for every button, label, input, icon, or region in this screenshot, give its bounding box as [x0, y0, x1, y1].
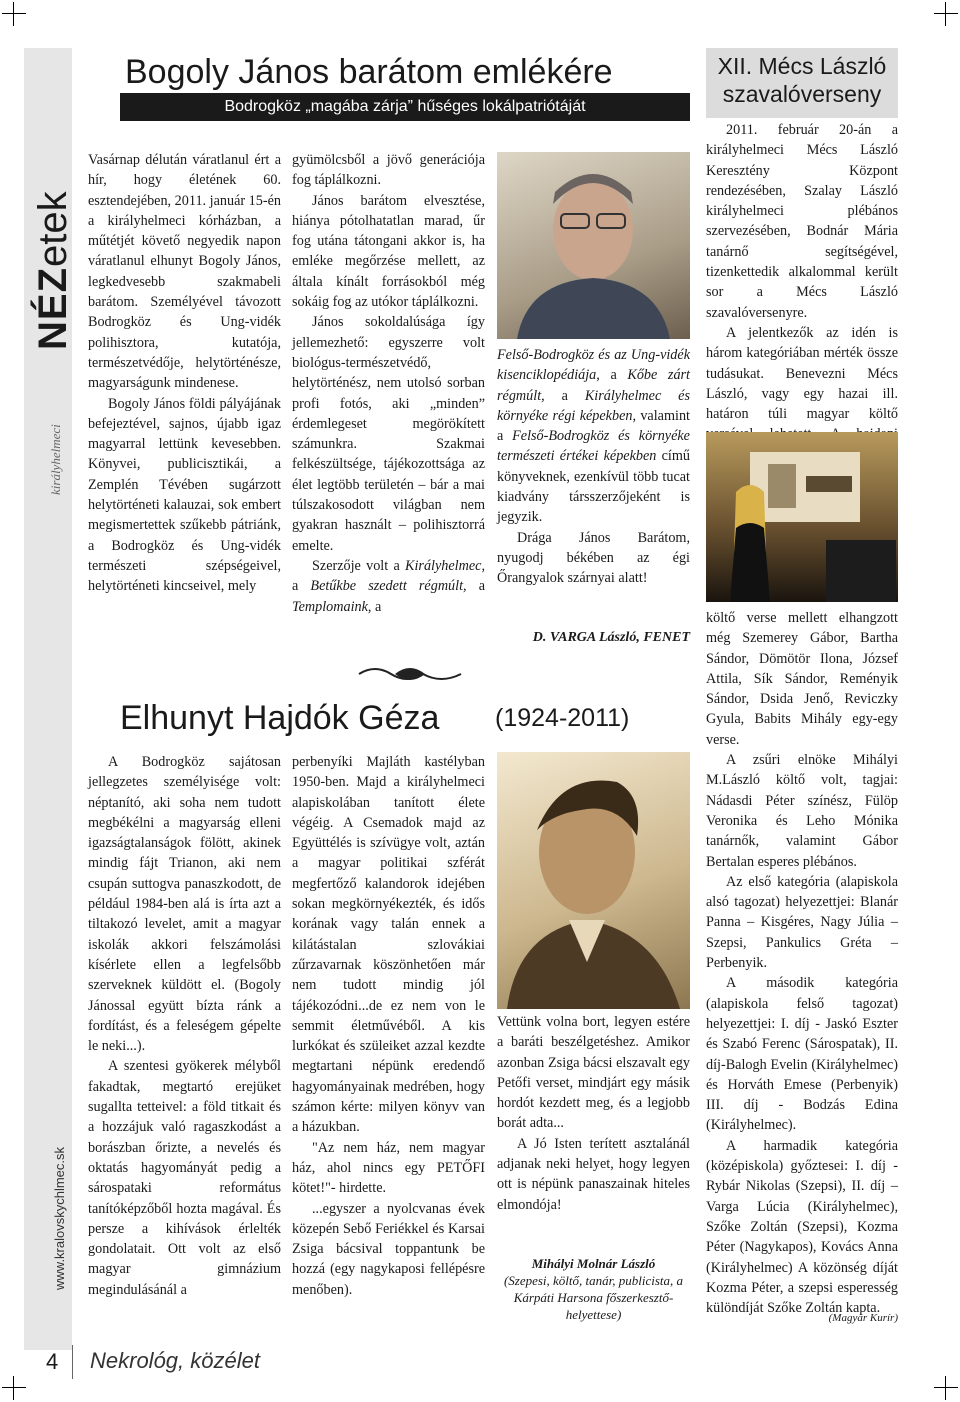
article-title-bogoly: Bogoly János barátom emlékére [125, 53, 613, 91]
crop-mark-top-right [934, 2, 958, 26]
article2-signature: Mihályi Molnár László (Szepesi, költő, tanár, publicista, a Kárpáti Harsona főszerkesztő-helyettese) [503, 1256, 684, 1322]
section-name: Nekrológ, közélet [90, 1348, 260, 1373]
footer-divider [72, 1345, 73, 1379]
article-subtitle-bogoly: Bodrogköz „magába zárja” hűséges lokálpatriótáját [120, 93, 690, 121]
magazine-logo: NÉZetek [31, 191, 75, 350]
article1-column-1: Vasárnap délután váratlanul ért a hír, hogy életének 60. esztendejében, 2011. január 15-én a királyhelmeci kórházban, a műtétjét követő negyedik napon váratlanul elhunyt Bogoly János, legkedvesebb szakmabeli barátom. Személyével távozott Bodrogköz és Ung-vidék polihisztora, kutatója, természetvédője, helytörténésze, magyarságunk mindenese. Bogoly János földi pályájának befejeztével, sajnos, újabb igaz magyarral lettünk kevesebben. Könyvei, publicisztikái, a Zemplén Tévében sugárzott helytörténeti kalauzai, sok embert megismertettek szűkebb pátriánk, a Bodrogköz és Ung-vidék természeti szépségeivel, helytörténeti kincseivel, mely [88, 152, 281, 595]
article-title-hajdok: Elhunyt Hajdók Géza [120, 699, 440, 737]
portrait-photo-bogoly [497, 152, 690, 339]
page-number: 4 [46, 1349, 59, 1374]
article3-text-top: 2011. február 20-án a királyhelmeci Mécs László Keresztény Központ rendezésében, Szalay László királyhelmeci plébános szervezésében, Bodnár Mária tanárnő segítségével, tizenkettedik alkalommal került sor a Mécs László szavalóversenyre. A jelentkezők az idén is három kategóriában mérték össze tudásukat. Benevezni Mécs László, vagy egy hazai ill. határon túli magyar költő [706, 122, 898, 423]
crop-mark-bottom-right [934, 1376, 958, 1400]
article3-source: (Magyar Kurír) [828, 1312, 898, 1324]
article2-column-1: A Bodrogköz sajátosan jellegzetes személyisége volt: néptanító, aki soha nem tudott megbékélni a magyarság elleni igazságtalanságok fölött, akinek mindig fájt Trianon, aki nem csupán suttogva panaszkodott, de például 1984-ben alá is írta azt a tiltakozó levelet, amit a magyar iskolák akkori felszámolási kísérlete ellen a legfelsőbb szerveknek küldött el. (Bogoly Jánossal együtt bízta ránk a fordítást, és a feleségem gépelte le neki...). A szentesi gyökerek mélyből fakadtak, megtartó erejüket sugallta tetteivel: a föld titkait és a hozzájuk való ragaszkodást a borászban őrizte, a nevelés és oktatás hagyományát pedig a sárospataki református tanítóképzőből hozta magával. És persze a kihívások érlelték gondolatait. Ott volt az első magyar gimnázium megindulásánál a [88, 754, 281, 1298]
crop-mark-bottom-left [2, 1376, 26, 1400]
website-url[interactable]: www.kralovskychlmec.sk [52, 1146, 67, 1290]
article1-signature: D. VARGA László, FENET [532, 630, 690, 645]
ornament-divider-icon [355, 662, 465, 691]
article3-text-bottom: költő verse mellett elhangzott még Szemerey Gábor, Bartha Sándor, Dömötör Ilona, József Attila, Sík Sándor, Reményik Sándor, Dsida Jenő, Reviczky Gyula, Babits Mihály egy-egy verse. A zsűri elnöke Mihályi M.László költő volt, tagjai: Nádasdi Péter színész, Fülöp Veronika és Leho Mónika tanárnők, valamint Gábor Bertalan esperes plébános. Az első kategória (alapiskola alsó tagozat) helyezettjei: Blanár Panna – Kisgéres, Nagy Júlia – Szepsi, Pankulics Gréta – Perbenyik. A második kategória (alapiskola felső tagozat) helyezettjei: I. díj - Jaskó Eszter és Szabó Ferenc (Sárospatak), II. díj-Balogh Evelin (Királyhelmec) és Horváth Emese (Perbenyik) III. díj - Bodzás Edina (Királyhelmec). A harmadik kategória (középiskola) győztesei: I. díj - Rybár Nikolas (Szepsi), II. díj –Varga Lúcia (Királyhelmec), Szőke Zoltán (Szepsi), Kozma Péter (Nagykapos), Kovács Anna (Királyhelmec) A közönség díját Kozma Péter, a szepsi esperesség különdíját Szőke Zoltán kapta. [706, 610, 898, 1317]
article1-column-2: gyümölcsből a jövő generációja fog táplálkozni. János barátom elvesztése, hiánya pótolhatatlan marad, űr fog utána tátongani akkor is, ha emléke megőrzése mellett, az általa kínált forrásokból még sokáig fog az utókor táplálkozni. János sokoldalúsága így jellemezhető: egyszerre volt biológus-természetvédő, helytörténész, nem utolsó sorban profi fotós, aki „minden” érdemlegeset megörökített számunkra. Szakmai felkészültsége, tájékozottsága az élet legtöbb területén – bár a mai túlszakosodott világban nem gyakran használt – polihisztorrá emelte. Szerzője volt a Királyhelmec, a Betűkbe szedett régmúlt, a Templomaink, a [292, 152, 485, 615]
crop-mark-top-left [2, 2, 26, 26]
contest-photo-reciter [706, 432, 898, 602]
magazine-subtitle: királyhelmeci [48, 424, 63, 495]
article2-column-3: Vettünk volna bort, legyen estére a baráti beszélgetéshez. Amikor azonban Zsiga bácsi elszavalt egy Petőfi verset, mindjárt egy másik hordót kezdett meg, és a legjobb borát adta... A Jó Isten terített asztalánál adjanak neki helyet, hogy legyen ott is népünk panaszainak hiteles elmondója! [497, 1014, 690, 1213]
portrait-photo-hajdok [497, 752, 690, 1009]
article-title-mecs: XII. Mécs László szavalóverseny [706, 48, 898, 118]
article2-column-2: perbenyíki Majláth kastélyban 1950-ben. Majd a királyhelmeci alapiskolában tanított élete végéig. A Csemadok majd az Együttélés is szívügye volt, aztán a magyar politikai szférát megfertőző kalandorok idejében sokan megkörnyékezték, és idős korának vagy talán ennek a kilátástalan szlovákiai zűrzavarnak köszönhetően már nem tudott mindig jól tájékozódni...de ez nem von le semmit életművéből. A kis lurkókat és szüleiket azzal kezdte megtartani népünk eredendő hagyományainak medrében, hogy számon kérte: milyen könyv van a házukban. "Az nem ház, nem magyar ház, ahol nincs egy PETŐFI kötet!"- hirdette. ...egyszer a nyolcvanas évek közepén Sebő Feriékkel és Karsai Zsiga bácsival toppantunk be hozzá (egy nagykaposi fellépésre menőben). [292, 754, 485, 1298]
article1-column-3: Felső-Bodrogköz és az Ung-vidék kisenciklopédiája, a Kőbe zárt régmúlt, a Királyhelmec és környéke régi képekben, valamint a Felső-Bodrogköz és környéke természeti értékei képekben című könyveknek, ezenkívül több tucat kiadvány társszerzőjeként is jegyzik. Drága János Barátom, nyugodj békében az égi Őrangyalok szárnyai alatt! [497, 347, 691, 587]
article-dates-hajdok: (1924-2011) [495, 704, 630, 732]
